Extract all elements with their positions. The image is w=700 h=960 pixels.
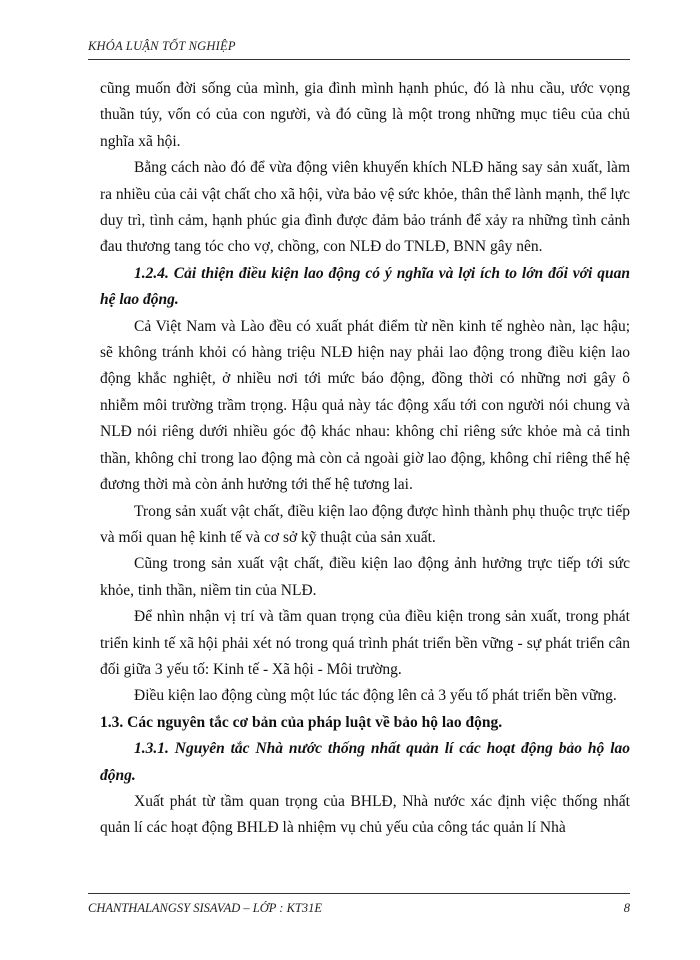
page-header: KHÓA LUẬN TỐT NGHIỆP [88,39,236,53]
footer-divider [88,893,630,894]
paragraph: Điều kiện lao động cùng một lúc tác động lên cả 3 yếu tố phát triển bền vững. [134,687,617,705]
section-heading-1-3: 1.3. Các nguyên tắc cơ bản của pháp luật về bảo hộ lao động. [100,713,503,731]
paragraph: Cả Việt Nam và Lào đều có xuất phát điểm từ nền kinh tế nghèo nàn, lạc hậu; sẽ không tránh khỏi có hàng triệu NLĐ hiện nay phải lao động trong điều kiện lao động khắc nghiệt, ở nhiều nơi tới mức báo động, đồng thời có những nơi gây ô nhiễm môi trường trầm trọng. Hậu quả này tác động xấu tới con người nói chung và NLĐ nói riêng dưới nhiều góc độ khác nhau: không chỉ riêng sức khỏe mà cả tinh thần, không chỉ trong lao động mà còn cả ngoài giờ lao động, không chỉ riêng thế hệ đương thời mà còn ảnh hưởng tới thế hệ tương lai. [100,317,630,494]
header-divider [88,59,630,60]
document-body [100,76,630,842]
page-number: 8 [623,901,630,915]
paragraph: Xuất phát từ tầm quan trọng của BHLĐ, Nhà nước xác định việc thống nhất quản lí các hoạt động BHLĐ là nhiệm vụ chủ yếu của công tác quản lí Nhà [100,792,630,837]
subsection-heading-1-2-4: 1.2.4. Cải thiện điều kiện lao động có ý nghĩa và lợi ích to lớn đối với quan hệ lao động. [100,264,630,309]
footer-author: CHANTHALANGSY SISAVAD – LỚP : KT31E [88,901,323,915]
paragraph: Trong sản xuất vật chất, điều kiện lao động được hình thành phụ thuộc trực tiếp và mối quan hệ kinh tế và cơ sở kỹ thuật của sản xuất. [100,502,630,546]
paragraph: Để nhìn nhận vị trí và tầm quan trọng của điều kiện trong sản xuất, trong phát triển kinh tế xã hội phải xét nó trong quá trình phát triển bền vững - sự phát triển cân đối giữa 3 yếu tố: Kinh tế - Xã hội - Môi trường. [100,608,630,678]
subsection-heading-1-3-1: 1.3.1. Nguyên tắc Nhà nước thống nhất quản lí các hoạt động bảo hộ lao động. [100,740,630,784]
paragraph: Bằng cách nào đó để vừa động viên khuyến khích NLĐ hăng say sản xuất, làm ra nhiều của cải vật chất cho xã hội, vừa bảo vệ sức khỏe, thân thể lành mạnh, thể lực duy trì, tình cảm, hạnh phúc gia đình được đảm bảo tránh để xảy ra những tình cảnh đau thương tang tóc cho vợ, chồng, con NLĐ do TNLĐ, BNN gây nên. [100,159,630,256]
paragraph: Cũng trong sản xuất vật chất, điều kiện lao động ảnh hưởng trực tiếp tới sức khỏe, tinh thần, niềm tin của NLĐ. [100,555,630,599]
paragraph: cũng muốn đời sống của mình, gia đình mình hạnh phúc, đó là nhu cầu, ước vọng thuần túy, vốn có của con người, và đó cũng là một trong những mục tiêu của chủ nghĩa xã hội. [100,80,630,150]
